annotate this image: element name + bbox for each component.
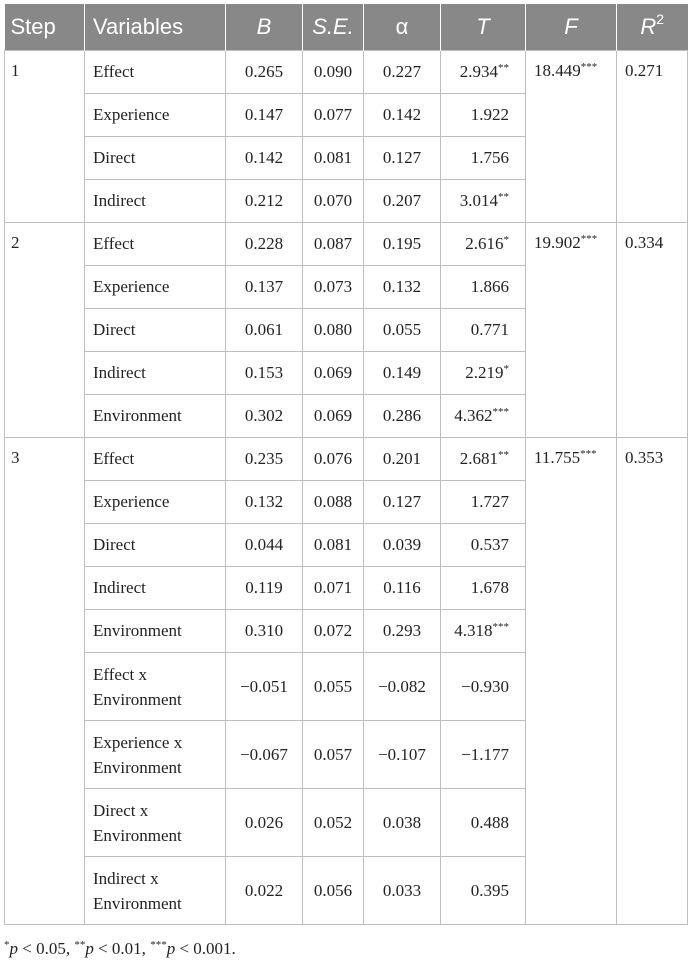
variable-line1: Effect [93,234,135,253]
t-value [441,610,526,653]
t-number: 0.771 [470,320,509,339]
variable-name [85,481,226,524]
footnote-condition: < 0.05, [18,939,75,958]
t-value [441,309,526,352]
t-value [441,395,526,438]
se-value: 0.072 [303,610,364,653]
variable-line1: Effect x [93,664,147,684]
f-value [526,51,617,223]
f-value [526,223,617,438]
r2-value: 0.353 [617,438,688,925]
variable-line1: Direct [93,320,136,339]
variable-line1: Direct [93,148,136,167]
b-value: 0.119 [226,567,303,610]
b-value: 0.132 [226,481,303,524]
variable-name [85,721,226,789]
t-number: −0.930 [461,676,509,696]
variable-line1: Experience [93,105,170,124]
se-value: 0.090 [303,51,364,94]
b-value: 0.142 [226,137,303,180]
variable-line1: Effect [93,62,135,81]
significance-mark: *** [492,621,509,633]
footnote [4,939,236,959]
se-value: 0.081 [303,137,364,180]
significance-mark: ** [498,62,509,74]
variable-name [85,789,226,857]
f-significance: *** [580,233,598,245]
alpha-value: −0.107 [364,721,441,789]
t-number: 1.727 [470,492,509,511]
b-value: 0.044 [226,524,303,567]
variable-line1: Direct [93,535,136,554]
footnote-mark: ** [74,939,86,951]
b-value: 0.310 [226,610,303,653]
footnote-condition: < 0.01, [93,939,151,958]
t-number: 2.681 [459,449,498,468]
se-value: 0.056 [303,857,364,925]
variable-line2: Environment [93,757,182,777]
b-value: 0.147 [226,94,303,137]
se-value: 0.076 [303,438,364,481]
variable-name [85,610,226,653]
t-value [441,438,526,481]
t-number: 3.014 [459,191,498,210]
t-number: −1.177 [461,744,509,764]
t-number: 1.922 [470,105,509,124]
alpha-value: 0.293 [364,610,441,653]
col-variables: Variables [85,4,226,51]
alpha-value: 0.227 [364,51,441,94]
se-value: 0.073 [303,266,364,309]
t-number: 4.362 [454,406,493,425]
footnote-p: p [166,939,176,958]
variable-line1: Indirect [93,578,146,597]
se-value: 0.070 [303,180,364,223]
t-value [441,789,526,857]
alpha-value: 0.132 [364,266,441,309]
se-value: 0.088 [303,481,364,524]
variable-name [85,137,226,180]
t-value [441,567,526,610]
t-number: 0.395 [470,880,509,900]
step-number: 1 [5,51,85,223]
t-number: 1.866 [470,277,509,296]
f-number: 19.902 [534,233,581,252]
table-row [5,51,688,94]
variable-name [85,266,226,309]
variable-line1: Indirect x [93,868,159,888]
footnote-mark: *** [150,939,167,951]
t-number: 0.488 [470,812,509,832]
b-value: 0.212 [226,180,303,223]
r2-value: 0.334 [617,223,688,438]
variable-name [85,395,226,438]
header-row [5,4,688,51]
alpha-value: 0.033 [364,857,441,925]
b-value: 0.153 [226,352,303,395]
variable-line1: Effect [93,449,135,468]
footnote-p: p [85,939,94,958]
t-number: 1.678 [470,578,509,597]
variable-name [85,180,226,223]
variable-line2: Environment [93,825,182,845]
variable-name [85,567,226,610]
variable-line1: Experience x [93,732,183,752]
b-value: 0.265 [226,51,303,94]
t-value [441,857,526,925]
col-se: S.E. [303,4,364,51]
se-value: 0.087 [303,223,364,266]
b-value: 0.235 [226,438,303,481]
se-value: 0.081 [303,524,364,567]
alpha-value: 0.142 [364,94,441,137]
t-number: 1.756 [470,148,509,167]
significance-mark: ** [498,191,509,203]
step-number: 2 [5,223,85,438]
alpha-value: 0.127 [364,137,441,180]
variable-line2: Environment [93,893,182,913]
se-value: 0.071 [303,567,364,610]
variable-line1: Indirect [93,363,146,382]
t-value [441,180,526,223]
f-significance: *** [580,61,598,73]
variable-name [85,94,226,137]
variable-name [85,352,226,395]
f-number: 18.449 [534,61,581,80]
t-value [441,137,526,180]
se-value: 0.055 [303,653,364,721]
se-value: 0.077 [303,94,364,137]
col-b: B [226,4,303,51]
b-value: 0.026 [226,789,303,857]
t-value [441,266,526,309]
col-t: T [441,4,526,51]
alpha-value: 0.116 [364,567,441,610]
alpha-value: 0.038 [364,789,441,857]
b-value: 0.061 [226,309,303,352]
t-number: 0.537 [470,535,509,554]
variable-name [85,309,226,352]
significance-mark: *** [492,406,509,418]
t-value [441,721,526,789]
t-value [441,94,526,137]
alpha-value: 0.201 [364,438,441,481]
t-value [441,352,526,395]
b-value: 0.137 [226,266,303,309]
significance-mark: ** [498,449,509,461]
variable-line1: Experience [93,492,170,511]
se-value: 0.080 [303,309,364,352]
regression-table [4,4,688,925]
t-number: 2.219 [465,363,504,382]
r2-value: 0.271 [617,51,688,223]
alpha-value: 0.149 [364,352,441,395]
b-value: −0.051 [226,653,303,721]
variable-name [85,438,226,481]
alpha-value: 0.127 [364,481,441,524]
col-f: F [526,4,617,51]
t-number: 4.318 [454,621,493,640]
variable-line1: Environment [93,621,182,640]
se-value: 0.052 [303,789,364,857]
variable-name [85,51,226,94]
t-value [441,653,526,721]
se-value: 0.057 [303,721,364,789]
significance-mark: * [503,234,509,246]
t-value [441,223,526,266]
significance-mark: * [503,363,509,375]
b-value: 0.228 [226,223,303,266]
table-row [5,223,688,266]
variable-line1: Environment [93,406,182,425]
table-row [5,438,688,481]
b-value: 0.302 [226,395,303,438]
t-number: 2.616 [465,234,504,253]
alpha-value: 0.286 [364,395,441,438]
alpha-value: −0.082 [364,653,441,721]
col-r2: $R^2$ [617,4,688,51]
f-value [526,438,617,925]
step-number: 3 [5,438,85,925]
se-value: 0.069 [303,352,364,395]
variable-name [85,653,226,721]
variable-line1: Indirect [93,191,146,210]
t-value [441,481,526,524]
f-significance: *** [580,448,597,460]
t-value [441,524,526,567]
variable-name [85,524,226,567]
variable-line1: Experience [93,277,170,296]
t-value [441,51,526,94]
alpha-value: 0.195 [364,223,441,266]
b-value: 0.022 [226,857,303,925]
b-value: −0.067 [226,721,303,789]
variable-line2: Environment [93,689,182,709]
variable-name [85,857,226,925]
f-number: 11.755 [534,448,581,467]
t-number: 2.934 [459,62,498,81]
alpha-value: 0.039 [364,524,441,567]
se-value: 0.069 [303,395,364,438]
variable-line1: Direct x [93,800,149,820]
alpha-value: 0.055 [364,309,441,352]
footnote-condition: < 0.001. [175,939,236,958]
footnote-p: p [9,939,18,958]
variable-name [85,223,226,266]
col-step: Step [5,4,85,51]
footnote-mark: * [4,939,10,951]
alpha-value: 0.207 [364,180,441,223]
col-alpha: α [364,4,441,51]
